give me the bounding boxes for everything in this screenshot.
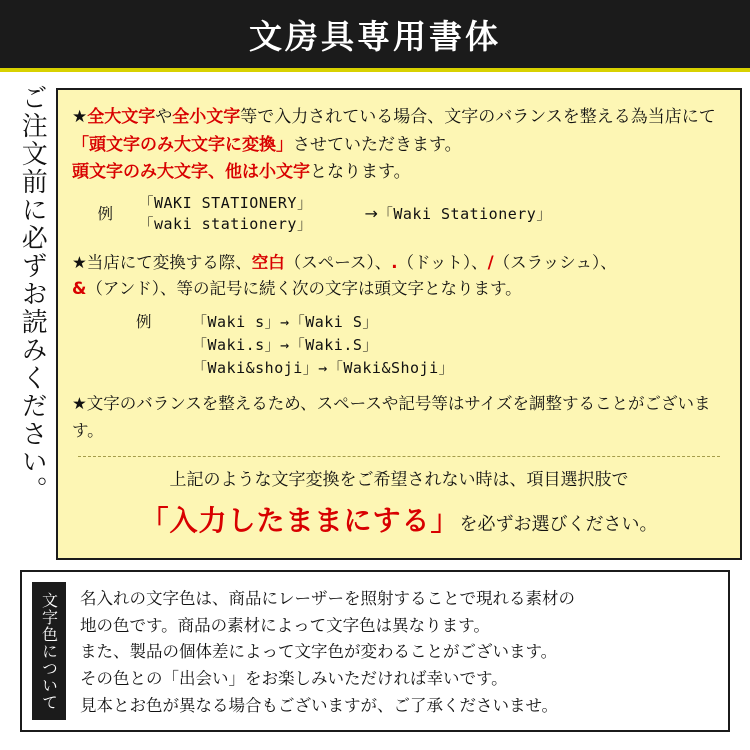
bullet-star-1: ★ [72,107,88,127]
arrow-icon: → [364,203,378,223]
notice-paragraph-3 [72,391,726,444]
p2-text-b: （スペース）、 [284,253,392,273]
closing-emphasis: 「入力したままにする」 [140,504,460,538]
text-color-info-line: 見本とお色が異なる場合もございますが、ご了承くださいませ。 [80,695,559,715]
example-2-label: 例 [136,312,152,331]
example-block-1 [72,193,726,237]
bullet-star-3: ★ [72,394,87,414]
example-1-arrow [364,202,551,227]
p1-red-4: 頭文字のみ大文字、他は小文字 [72,162,310,183]
closing-line-2 [72,499,726,542]
notice-paragraph-2 [72,250,726,303]
notice-panel-body [72,104,726,543]
p2-text-a: 当店にて変換する際、 [86,253,252,273]
closing-tail: を必ずお選びください。 [459,514,658,536]
p2-text-d: （スラッシュ）、 [493,253,617,273]
text-color-info-line: また、製品の個体差によって文字色が変わることがございます。 [80,642,558,662]
example-2-row-1: 「Waki.s」→「Waki.S」 [192,336,378,355]
example-1-line-2: 「waki stationery」 [138,215,313,234]
page-title: 文房具専用書体 [249,16,501,56]
example-1-result: 「Waki Stationery」 [377,204,552,223]
header-accent-rule [0,68,750,72]
example-1-line-1: 「WAKI STATIONERY」 [138,193,313,212]
text-color-info-line: 地の色です。商品の素材によって文字色は異なります。 [80,615,490,635]
page-header [0,0,750,68]
p1-text-1: や [155,107,173,127]
example-1-label: 例 [97,205,113,224]
vertical-side-note-text: ご注文前に必ずお読みください。 [17,84,48,504]
divider [78,456,720,457]
text-color-info-line: その色との「出会い」をお楽しみいただければ幸いです。 [80,669,508,689]
p1-text-2: 等で入力されている場合、文字のバランスを整える為当店にて [240,107,716,127]
text-color-info-label [32,582,66,720]
p2-red-d: & [72,279,87,299]
notice-paragraph-1 [72,104,726,187]
text-color-info-body [80,582,575,720]
p1-text-3: させていただきます。 [293,134,462,155]
example-2-row-0: 「Waki s」→「Waki S」 [192,312,378,331]
p2-red-c: / [487,253,494,273]
bullet-star-2: ★ [72,253,87,273]
closing-line-1: 上記のような文字変換をご希望されない時は、項目選択肢で [169,469,629,490]
example-2-row-2: 「Waki&shoji」→「Waki&Shoji」 [192,358,455,377]
p1-text-4: となります。 [310,162,411,183]
notice-panel [56,88,742,560]
p3-text: 文字のバランスを整えるため、スペースや記号等はサイズを調整することがございます。 [72,394,711,440]
text-color-info-label-text: 文字色について [39,591,59,711]
p1-red-2: 全小文字 [172,107,241,127]
p2-red-a: 空白 [251,253,285,273]
example-block-2 [72,311,726,379]
text-color-info-box [20,570,730,732]
p2-text-e: （アンド）、等の記号に続く次の文字は頭文字となります。 [86,279,522,299]
p2-text-c: （ドット）、 [397,253,488,273]
p1-red-1: 全大文字 [87,107,156,127]
vertical-side-note [8,84,56,564]
p1-red-3: 「頭文字のみ大文字に変換」 [72,134,293,155]
p2-red-b: . [391,253,398,273]
text-color-info-line: 名入れの文字色は、商品にレーザーを照射することで現れる素材の [80,589,575,608]
